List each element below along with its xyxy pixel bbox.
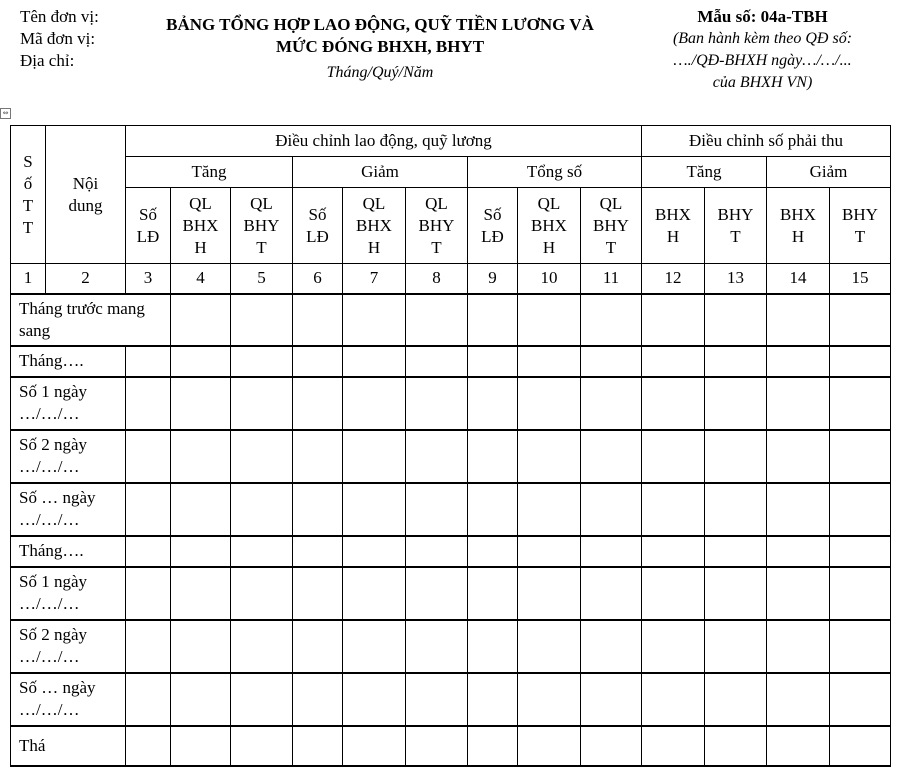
column-header-14: BHX H	[767, 188, 830, 264]
data-cell[interactable]	[642, 673, 705, 726]
column-number: 2	[46, 264, 126, 294]
data-cell[interactable]	[231, 673, 293, 726]
column-header-12: BHX H	[642, 188, 705, 264]
data-cell[interactable]	[343, 430, 406, 483]
group-header-labor: Điều chỉnh lao động, quỹ lương	[126, 126, 642, 157]
data-cell[interactable]	[767, 673, 830, 726]
data-cell[interactable]	[518, 726, 581, 766]
data-cell[interactable]	[830, 673, 891, 726]
data-cell[interactable]	[171, 536, 231, 567]
data-cell[interactable]	[406, 346, 468, 377]
data-cell[interactable]	[468, 567, 518, 620]
table-row	[11, 567, 891, 620]
column-header-15: BHY T	[830, 188, 891, 264]
data-cell[interactable]	[293, 726, 343, 766]
table-row	[11, 346, 891, 377]
column-number: 4	[171, 264, 231, 294]
subheader-increase-payable: Tăng	[642, 157, 767, 188]
data-cell[interactable]	[293, 567, 343, 620]
data-cell[interactable]	[518, 567, 581, 620]
address-label: Địa chỉ:	[20, 51, 75, 70]
data-cell[interactable]	[581, 430, 642, 483]
data-cell[interactable]	[767, 483, 830, 536]
row-label: Số 1 ngày …/…/…	[11, 377, 126, 430]
data-cell[interactable]	[231, 346, 293, 377]
column-number: 9	[468, 264, 518, 294]
row-label: Số 1 ngày …/…/…	[11, 567, 126, 620]
column-number: 6	[293, 264, 343, 294]
data-cell[interactable]	[406, 567, 468, 620]
data-cell[interactable]	[830, 377, 891, 430]
row-label: Thá	[11, 726, 126, 766]
data-cell[interactable]	[171, 620, 231, 673]
column-header-5: QL BHY T	[231, 188, 293, 264]
data-cell[interactable]	[830, 620, 891, 673]
data-cell[interactable]	[126, 346, 171, 377]
data-cell[interactable]	[406, 430, 468, 483]
data-cell[interactable]	[518, 346, 581, 377]
data-cell[interactable]	[293, 620, 343, 673]
data-cell[interactable]	[468, 377, 518, 430]
data-cell[interactable]	[642, 483, 705, 536]
data-cell[interactable]	[406, 377, 468, 430]
data-cell[interactable]	[581, 673, 642, 726]
subheader-decrease: Giảm	[293, 157, 468, 188]
column-header-6: Số LĐ	[293, 188, 343, 264]
data-cell[interactable]	[767, 536, 830, 567]
data-cell[interactable]	[343, 673, 406, 726]
data-cell[interactable]	[293, 536, 343, 567]
data-cell[interactable]	[231, 536, 293, 567]
data-cell[interactable]	[581, 567, 642, 620]
data-cell[interactable]	[171, 483, 231, 536]
period-subtitle: Tháng/Quý/Năm	[326, 64, 434, 81]
data-cell[interactable]	[705, 377, 767, 430]
form-info	[640, 6, 885, 94]
table-row	[11, 483, 891, 536]
data-cell[interactable]	[293, 346, 343, 377]
data-cell[interactable]	[468, 294, 518, 346]
title-line-1: BẢNG TỔNG HỢP LAO ĐỘNG, QUỸ TIỀN LƯƠNG VÀ	[166, 15, 594, 34]
data-cell[interactable]	[830, 536, 891, 567]
data-cell[interactable]	[581, 726, 642, 766]
data-cell[interactable]	[343, 377, 406, 430]
subheader-total: Tổng số	[468, 157, 642, 188]
data-cell[interactable]	[231, 483, 293, 536]
subheader-decrease-payable: Giảm	[767, 157, 891, 188]
data-cell[interactable]	[231, 294, 293, 346]
data-cell[interactable]	[406, 726, 468, 766]
row-label: Số 2 ngày …/…/…	[11, 430, 126, 483]
data-cell[interactable]	[581, 483, 642, 536]
column-header-11: QL BHY T	[581, 188, 642, 264]
data-cell[interactable]	[767, 377, 830, 430]
data-cell[interactable]	[642, 536, 705, 567]
data-cell[interactable]	[468, 620, 518, 673]
column-number: 10	[518, 264, 581, 294]
data-cell[interactable]	[468, 673, 518, 726]
data-cell[interactable]	[293, 430, 343, 483]
data-cell[interactable]	[705, 430, 767, 483]
form-note-3: của BHXH VN)	[712, 74, 813, 91]
data-cell[interactable]	[581, 536, 642, 567]
table-row	[11, 673, 891, 726]
column-header-3: Số LĐ	[126, 188, 171, 264]
summary-table	[10, 125, 891, 767]
group-header-payable: Điều chỉnh số phải thu	[642, 126, 891, 157]
data-cell[interactable]	[126, 726, 171, 766]
data-cell[interactable]	[767, 567, 830, 620]
column-number: 11	[581, 264, 642, 294]
table-row	[11, 536, 891, 567]
column-number: 14	[767, 264, 830, 294]
form-note-1: (Ban hành kèm theo QĐ số:	[672, 30, 853, 47]
data-cell[interactable]	[642, 377, 705, 430]
row-label: Số 2 ngày …/…/…	[11, 620, 126, 673]
column-header-13: BHY T	[705, 188, 767, 264]
column-number: 1	[11, 264, 46, 294]
column-number: 3	[126, 264, 171, 294]
row-label: Số … ngày …/…/…	[11, 483, 126, 536]
data-cell[interactable]	[343, 483, 406, 536]
data-cell[interactable]	[126, 536, 171, 567]
data-cell[interactable]	[767, 726, 830, 766]
row-label: Tháng….	[11, 536, 126, 567]
subheader-increase: Tăng	[126, 157, 293, 188]
row-label: Số … ngày …/…/…	[11, 673, 126, 726]
data-cell[interactable]	[830, 430, 891, 483]
title-line-2: MỨC ĐÓNG BHXH, BHYT	[275, 37, 485, 56]
data-cell[interactable]	[343, 620, 406, 673]
column-header-9: Số LĐ	[468, 188, 518, 264]
data-cell[interactable]	[642, 430, 705, 483]
data-cell[interactable]	[293, 294, 343, 346]
data-cell[interactable]	[231, 726, 293, 766]
data-cell[interactable]	[171, 294, 231, 346]
table-move-handle-icon[interactable]: ⇔	[0, 108, 11, 119]
data-cell[interactable]	[518, 430, 581, 483]
data-cell[interactable]	[705, 726, 767, 766]
data-cell[interactable]	[705, 673, 767, 726]
data-cell[interactable]	[171, 567, 231, 620]
data-cell[interactable]	[126, 567, 171, 620]
data-cell[interactable]	[171, 346, 231, 377]
data-cell[interactable]	[830, 346, 891, 377]
table-row	[11, 294, 891, 346]
data-cell[interactable]	[705, 620, 767, 673]
data-cell[interactable]	[518, 620, 581, 673]
data-cell[interactable]	[231, 567, 293, 620]
table-row	[11, 620, 891, 673]
data-cell[interactable]	[518, 294, 581, 346]
form-note-2: …./QĐ-BHXH ngày…/…/...	[673, 52, 852, 69]
data-cell[interactable]	[705, 536, 767, 567]
table-row	[11, 726, 891, 766]
unit-code-label: Mã đơn vị:	[20, 29, 96, 48]
document-title-block	[120, 14, 640, 82]
data-cell[interactable]	[518, 483, 581, 536]
data-cell[interactable]	[642, 294, 705, 346]
data-cell[interactable]	[705, 567, 767, 620]
data-cell[interactable]	[468, 346, 518, 377]
column-number: 7	[343, 264, 406, 294]
data-cell[interactable]	[406, 620, 468, 673]
unit-info	[20, 6, 99, 72]
row-label: Tháng….	[11, 346, 126, 377]
column-number: 15	[830, 264, 891, 294]
data-cell[interactable]	[171, 377, 231, 430]
data-cell[interactable]	[830, 567, 891, 620]
data-cell[interactable]	[642, 620, 705, 673]
data-cell[interactable]	[126, 483, 171, 536]
column-header-8: QL BHY T	[406, 188, 468, 264]
data-cell[interactable]	[293, 377, 343, 430]
data-cell[interactable]	[767, 620, 830, 673]
data-cell[interactable]	[830, 294, 891, 346]
table-row	[11, 430, 891, 483]
data-cell[interactable]	[343, 726, 406, 766]
data-cell[interactable]	[343, 294, 406, 346]
data-cell[interactable]	[518, 673, 581, 726]
data-cell[interactable]	[518, 536, 581, 567]
data-cell[interactable]	[468, 430, 518, 483]
data-cell[interactable]	[293, 673, 343, 726]
data-cell[interactable]	[231, 620, 293, 673]
column-header-4: QL BHX H	[171, 188, 231, 264]
content-header: Nội dung	[46, 126, 126, 264]
column-header-7: QL BHX H	[343, 188, 406, 264]
data-cell[interactable]	[171, 430, 231, 483]
data-cell[interactable]	[468, 483, 518, 536]
data-cell[interactable]	[642, 567, 705, 620]
data-cell[interactable]	[343, 346, 406, 377]
form-code: Mẫu số: 04a-TBH	[697, 7, 828, 26]
data-cell[interactable]	[581, 620, 642, 673]
data-cell[interactable]	[406, 294, 468, 346]
data-cell[interactable]	[830, 483, 891, 536]
data-cell[interactable]	[468, 536, 518, 567]
data-cell[interactable]	[343, 567, 406, 620]
data-cell[interactable]	[518, 377, 581, 430]
data-cell[interactable]	[231, 430, 293, 483]
data-cell[interactable]	[705, 483, 767, 536]
data-cell[interactable]	[171, 673, 231, 726]
stt-header: S ố T T	[11, 126, 46, 264]
row-label: Tháng trước mang sang	[11, 294, 171, 346]
table-row	[11, 377, 891, 430]
data-cell[interactable]	[767, 430, 830, 483]
unit-name-label: Tên đơn vị:	[20, 7, 99, 26]
data-cell[interactable]	[767, 294, 830, 346]
data-cell[interactable]	[406, 673, 468, 726]
data-cell[interactable]	[231, 377, 293, 430]
data-cell[interactable]	[126, 430, 171, 483]
data-cell[interactable]	[468, 726, 518, 766]
data-cell[interactable]	[126, 377, 171, 430]
data-cell[interactable]	[343, 536, 406, 567]
data-cell[interactable]	[171, 726, 231, 766]
data-cell[interactable]	[705, 346, 767, 377]
column-number: 8	[406, 264, 468, 294]
column-number: 5	[231, 264, 293, 294]
data-cell[interactable]	[767, 346, 830, 377]
data-cell[interactable]	[581, 377, 642, 430]
data-cell[interactable]	[642, 346, 705, 377]
data-cell[interactable]	[126, 673, 171, 726]
data-cell[interactable]	[293, 483, 343, 536]
column-number: 13	[705, 264, 767, 294]
data-cell[interactable]	[705, 294, 767, 346]
data-cell[interactable]	[126, 620, 171, 673]
data-cell[interactable]	[581, 294, 642, 346]
column-header-10: QL BHX H	[518, 188, 581, 264]
column-number: 12	[642, 264, 705, 294]
data-cell[interactable]	[406, 536, 468, 567]
data-cell[interactable]	[581, 346, 642, 377]
data-cell[interactable]	[406, 483, 468, 536]
data-cell[interactable]	[642, 726, 705, 766]
data-cell[interactable]	[830, 726, 891, 766]
